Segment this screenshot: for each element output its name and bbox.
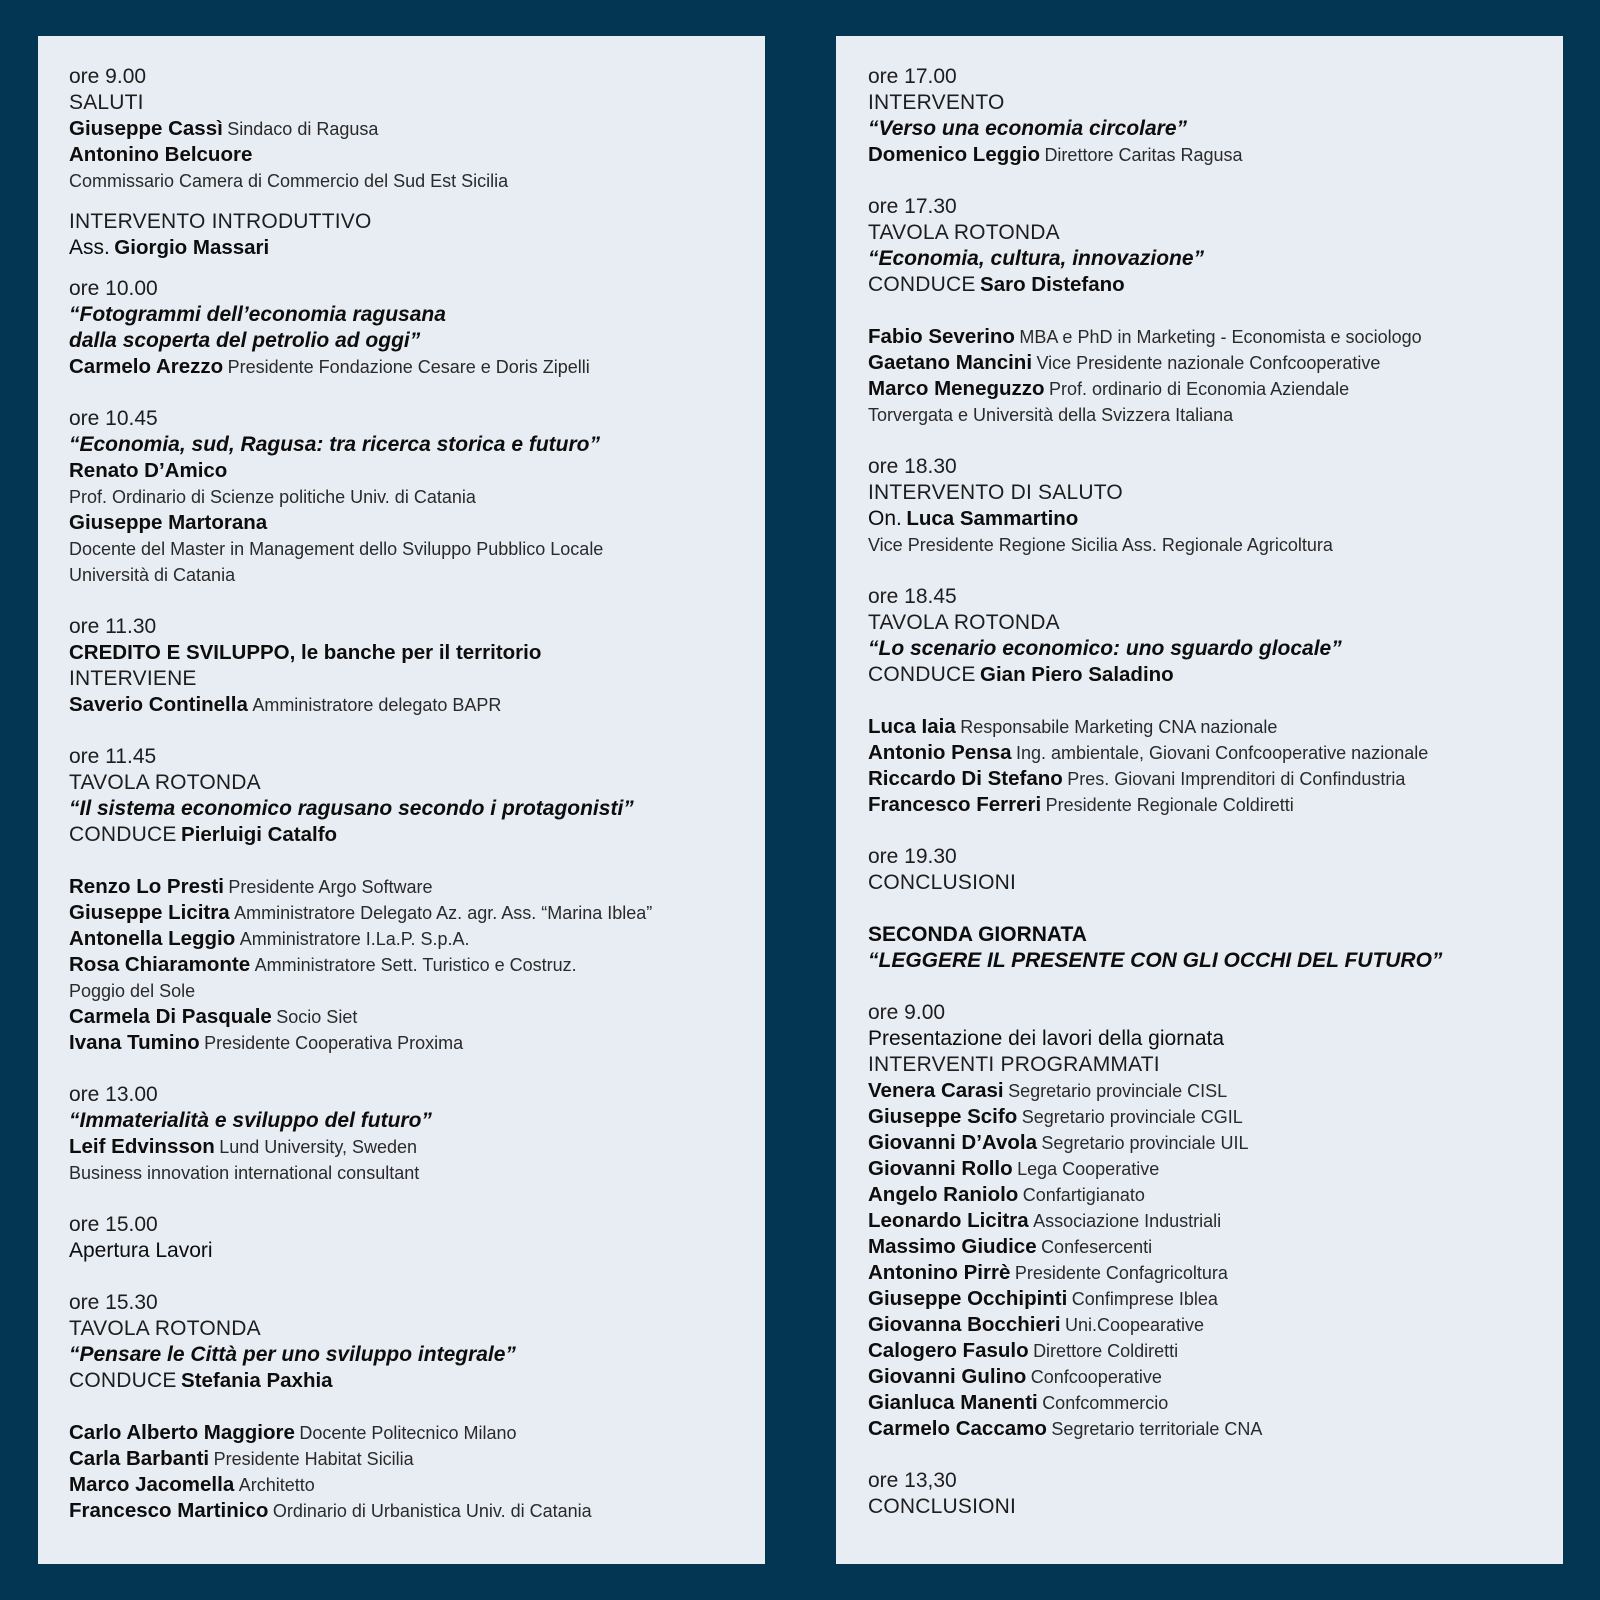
speaker-role: Uni.Coopearative [1064,1315,1205,1335]
speaker-row [868,792,1543,818]
speaker-role: Docente del Master in Management dello Sviluppo Pubblico Locale [69,539,604,559]
speaker-role: Presidente Habitat Sicilia [213,1449,414,1469]
moderator-row [69,822,745,848]
speaker-name: Gaetano Mancini [868,351,1033,374]
speaker-row [868,1234,1543,1260]
speaker-name: Antonino Belcuore [69,143,253,166]
speaker-name: Renato D’Amico [69,459,228,482]
session-time: ore 19.30 [868,845,957,868]
speaker-role: Segretario territoriale CNA [1051,1419,1263,1439]
session-label: INTERVENTO DI SALUTO [868,481,1123,504]
speaker-row [868,1130,1543,1156]
session-title: “Fotogrammi dell’economia ragusana [69,303,446,326]
speaker-role: Lega Cooperative [1017,1159,1160,1179]
speaker-name: Giuseppe Scifo [868,1105,1018,1128]
speaker-row [868,1364,1543,1390]
conduce-label: CONDUCE [69,1369,177,1392]
speaker-name: Giuseppe Licitra [69,901,230,924]
speaker-role: Confcooperative [1030,1367,1162,1387]
speaker-row [868,350,1543,376]
session-time: ore 17.30 [868,195,957,218]
speaker-row [868,1156,1543,1182]
speaker-name: Saverio Continella [69,693,248,716]
speaker-role: MBA e PhD in Marketing - Economista e sociologo [1019,327,1422,347]
conduce-label: CONDUCE [868,663,976,686]
speaker-row [69,952,745,978]
speaker-row [69,1134,745,1160]
speaker-name: Francesco Ferreri [868,793,1042,816]
speaker-role: Presidente Regionale Coldiretti [1045,795,1294,815]
speaker-name: Giorgio Massari [114,236,270,259]
speaker-role: Presidente Cooperativa Proxima [204,1033,464,1053]
speaker-name: Renzo Lo Presti [69,875,224,898]
speaker-role: Segretario provinciale CISL [1008,1081,1228,1101]
speaker-name: Luca Iaia [868,715,956,738]
speaker-name: Massimo Giudice [868,1235,1037,1258]
speaker-row [69,1446,745,1472]
speaker-name: Antonio Pensa [868,741,1012,764]
session-label: SALUTI [69,91,144,114]
session-title: “Verso una economia circolare” [868,117,1188,140]
speaker-role: Confartigianato [1022,1185,1145,1205]
session-time: ore 18.30 [868,455,957,478]
speaker-role: Ing. ambientale, Giovani Confcooperative nazionale [1015,743,1429,763]
speaker-row [868,1286,1543,1312]
moderator-name: Saro Distefano [980,273,1125,296]
speaker-role: Direttore Caritas Ragusa [1044,145,1243,165]
speaker-row [868,1078,1543,1104]
speaker-row [69,1472,745,1498]
speaker-role: Vice Presidente Regione Sicilia Ass. Regionale Agricoltura [868,535,1333,555]
speaker-name: Carlo Alberto Maggiore [69,1421,295,1444]
session-label: CONCLUSIONI [868,871,1017,894]
conduce-label: CONDUCE [69,823,177,846]
speaker-row [868,766,1543,792]
speaker-row [868,1182,1543,1208]
speaker-name: Gianluca Manenti [868,1391,1038,1414]
speaker-role: Architetto [238,1475,315,1495]
speaker-name: Leonardo Licitra [868,1209,1029,1232]
session-title: “Economia, sud, Ragusa: tra ricerca storica e futuro” [69,433,600,456]
speaker-role: Segretario provinciale CGIL [1021,1107,1243,1127]
speaker-role: Prof. ordinario di Economia Aziendale [1049,379,1350,399]
speaker-role: Lund University, Sweden [219,1137,418,1157]
session-label: TAVOLA ROTONDA [868,611,1060,634]
session-label: INTERVENTI PROGRAMMATI [868,1053,1160,1076]
speaker-role: Confcommercio [1042,1393,1169,1413]
speaker-name: Ivana Tumino [69,1031,200,1054]
session-title: dalla scoperta del petrolio ad oggi” [69,329,421,352]
session-headline: CREDITO E SVILUPPO, le banche per il territorio [69,641,542,664]
session-label: TAVOLA ROTONDA [69,771,261,794]
speaker-row [868,324,1543,350]
speaker-name: Calogero Fasulo [868,1339,1029,1362]
speaker-role: Vice Presidente nazionale Confcooperative [1036,353,1381,373]
speaker-name: Fabio Severino [868,325,1015,348]
session-time: ore 10.45 [69,407,158,430]
day-title: “LEGGERE IL PRESENTE CON GLI OCCHI DEL FUTURO” [868,949,1443,972]
speaker-role: Amministratore Delegato Az. agr. Ass. “Marina Iblea” [234,903,653,923]
speaker-role: Docente Politecnico Milano [299,1423,517,1443]
speaker-role: Sindaco di Ragusa [227,119,379,139]
session-time: ore 17.00 [868,65,957,88]
speaker-row [868,1338,1543,1364]
conduce-label: CONDUCE [868,273,976,296]
speaker-name: Antonino Pirrè [868,1261,1011,1284]
program-panel-right [836,36,1563,1564]
speaker-role: Associazione Industriali [1033,1211,1222,1231]
speaker-role: Prof. Ordinario di Scienze politiche Univ. di Catania [69,487,476,507]
session-time: ore 15.00 [69,1213,158,1236]
speaker-row [868,506,1543,532]
speaker-name: Giovanna Bocchieri [868,1313,1061,1336]
session-time: ore 15.30 [69,1291,158,1314]
moderator-row [868,272,1543,298]
speaker-row [69,116,745,142]
speaker-role: Confesercenti [1041,1237,1153,1257]
speaker-name: Carmela Di Pasquale [69,1005,272,1028]
speaker-role: Presidente Argo Software [228,877,433,897]
moderator-name: Pierluigi Catalfo [181,823,338,846]
speaker-name: Marco Meneguzzo [868,377,1045,400]
speaker-role: Amministratore I.La.P. S.p.A. [239,929,470,949]
session-label: INTERVIENE [69,667,197,690]
speaker-role: Pres. Giovani Imprenditori di Confindustria [1067,769,1406,789]
speaker-name: Francesco Martinico [69,1499,269,1522]
speaker-role: Poggio del Sole [69,981,196,1001]
speaker-row [69,1030,745,1056]
speaker-role: Confimprese Iblea [1071,1289,1218,1309]
speaker-row [868,740,1543,766]
session-time: ore 10.00 [69,277,158,300]
speaker-role: Business innovation international consultant [69,1163,420,1183]
speaker-row [69,235,745,261]
speaker-role: Amministratore delegato BAPR [252,695,502,715]
speaker-row [868,376,1543,402]
speaker-role: Presidente Confagricoltura [1014,1263,1228,1283]
session-text: Presentazione dei lavori della giornata [868,1027,1225,1050]
speaker-row [69,1004,745,1030]
speaker-name: Giovanni Gulino [868,1365,1027,1388]
speaker-name: Luca Sammartino [906,507,1079,530]
speaker-row [69,874,745,900]
speaker-name: Carmelo Arezzo [69,355,224,378]
session-label: INTERVENTO [868,91,1005,114]
speaker-role: Segretario provinciale UIL [1041,1133,1249,1153]
speaker-name: Giovanni Rollo [868,1157,1013,1180]
session-time: ore 11.45 [69,745,157,768]
speaker-name: Domenico Leggio [868,143,1040,166]
speaker-role: Commissario Camera di Commercio del Sud Est Sicilia [69,171,509,191]
session-title: “Il sistema economico ragusano secondo i protagonisti” [69,797,634,820]
moderator-row [69,1368,745,1394]
program-panel-left [38,36,765,1564]
speaker-row [69,900,745,926]
speaker-role: Socio Siet [276,1007,358,1027]
speaker-name: Giuseppe Occhipinti [868,1287,1068,1310]
speaker-role: Università di Catania [69,565,236,585]
speaker-name: Antonella Leggio [69,927,236,950]
speaker-prefix: On. [868,507,902,530]
speaker-name: Giovanni D’Avola [868,1131,1037,1154]
session-label: TAVOLA ROTONDA [868,221,1060,244]
session-time: ore 9.00 [69,65,147,88]
speaker-row [69,926,745,952]
speaker-row [868,1312,1543,1338]
session-title: “Immaterialità e sviluppo del futuro” [69,1109,432,1132]
speaker-role: Presidente Fondazione Cesare e Doris Zipelli [227,357,590,377]
session-time: ore 11.30 [69,615,157,638]
moderator-name: Gian Piero Saladino [980,663,1174,686]
speaker-row [69,1498,745,1524]
speaker-row [868,1260,1543,1286]
speaker-row [69,692,745,718]
speaker-role: Amministratore Sett. Turistico e Costruz. [254,955,577,975]
moderator-row [868,662,1543,688]
speaker-row [868,1390,1543,1416]
session-time: ore 18.45 [868,585,957,608]
speaker-name: Giuseppe Cassì [69,117,223,140]
speaker-name: Riccardo Di Stefano [868,767,1063,790]
speaker-prefix: Ass. [69,236,110,259]
session-label: CONCLUSIONI [868,1495,1017,1518]
session-time: ore 13.00 [69,1083,158,1106]
session-text: Apertura Lavori [69,1239,213,1262]
moderator-name: Stefania Paxhia [181,1369,333,1392]
speaker-name: Giuseppe Martorana [69,511,268,534]
speaker-row [868,1104,1543,1130]
speaker-name: Venera Carasi [868,1079,1004,1102]
speaker-name: Rosa Chiaramonte [69,953,251,976]
speaker-row [868,1416,1543,1442]
speaker-role: Direttore Coldiretti [1033,1341,1179,1361]
speaker-name: Leif Edvinsson [69,1135,215,1158]
session-title: “Pensare le Città per uno sviluppo integrale” [69,1343,516,1366]
session-label: INTERVENTO INTRODUTTIVO [69,210,372,233]
speaker-role: Torvergata e Università della Svizzera Italiana [868,405,1234,425]
day-heading: SECONDA GIORNATA [868,923,1087,946]
session-time: ore 13,30 [868,1469,957,1492]
speaker-row [868,1208,1543,1234]
speaker-name: Angelo Raniolo [868,1183,1019,1206]
speaker-name: Carmelo Caccamo [868,1417,1047,1440]
speaker-name: Marco Jacomella [69,1473,235,1496]
speaker-row [69,354,745,380]
session-title: “Economia, cultura, innovazione” [868,247,1205,270]
speaker-row [69,1420,745,1446]
session-title: “Lo scenario economico: uno sguardo glocale” [868,637,1342,660]
speaker-row [868,714,1543,740]
speaker-role: Ordinario di Urbanistica Univ. di Catania [272,1501,592,1521]
speaker-name: Carla Barbanti [69,1447,210,1470]
session-label: TAVOLA ROTONDA [69,1317,261,1340]
session-time: ore 9.00 [868,1001,946,1024]
speaker-row [868,142,1543,168]
speaker-role: Responsabile Marketing CNA nazionale [960,717,1278,737]
